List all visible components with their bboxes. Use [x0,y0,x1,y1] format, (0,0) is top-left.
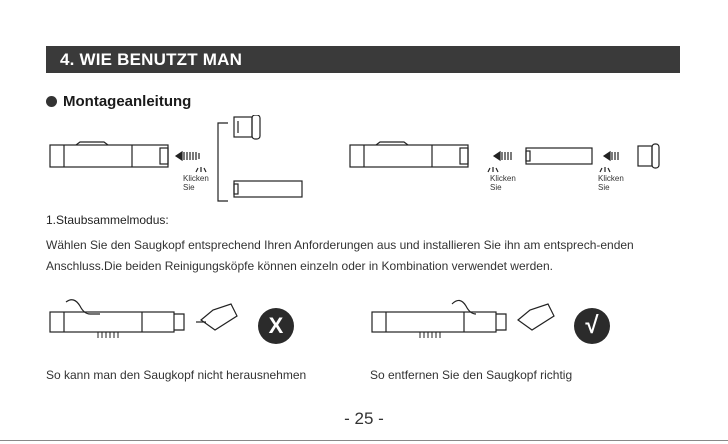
click-label-3: Klicken Sie [598,174,624,192]
wrong-icon: X [258,308,294,344]
right-caption: So entfernen Sie den Saugkopf richtig [370,368,573,382]
click-label-1: Klicken Sie [183,174,209,192]
bullet-icon [46,96,57,107]
section-title-banner: 4. WIE BENUTZT MAN [46,46,680,73]
wrong-removal-figure [46,292,246,352]
right-removal-figure [368,292,568,352]
page-number: - 25 - [344,409,384,428]
right-icon: √ [574,308,610,344]
mode-title: 1.Staubsammelmodus: [46,213,169,227]
wrong-caption: So kann man den Saugkopf nicht herausnehmen [46,368,307,382]
bottom-divider [0,440,728,441]
subheading-text: Montageanleitung [63,93,192,110]
assembly-figure-left [46,115,316,205]
subheading [46,93,191,110]
instruction-paragraph: Wählen Sie den Saugkopf entsprechend Ihren Anforderungen aus und installieren Sie ihn am entsprech-enden Anschluss.Die beiden Reinigungsköpfe können einzeln oder in Kombination verwendet werden. [46,238,634,273]
click-label-2: Klicken Sie [490,174,516,192]
